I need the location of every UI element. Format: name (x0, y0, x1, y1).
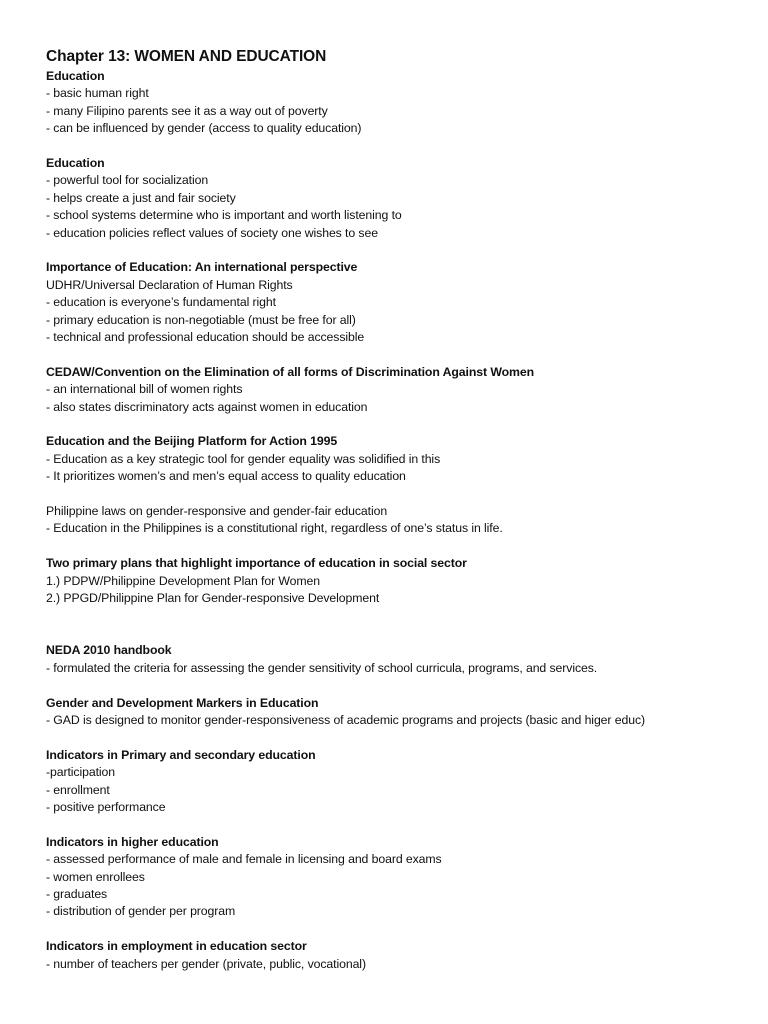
section-spacer (46, 677, 746, 694)
section (46, 503, 746, 538)
bullet-line: - basic human right (46, 86, 149, 101)
section (46, 433, 746, 485)
section-spacer (46, 538, 746, 555)
section (46, 555, 746, 607)
section-spacer (46, 138, 746, 155)
section-heading: Indicators in higher education (46, 834, 219, 849)
bullet-line: 1.) PDPW/Philippine Development Plan for Women (46, 573, 321, 588)
section-heading: Importance of Education: An international perspective (46, 260, 358, 275)
section-spacer (46, 816, 746, 833)
section-heading: NEDA 2010 handbook (46, 643, 172, 658)
bullet-line: - number of teachers per gender (private, public, vocational) (46, 956, 366, 971)
document-page (46, 46, 746, 973)
bullet-line: - also states discriminatory acts against women in education (46, 399, 368, 414)
bullet-line: - enrollment (46, 782, 110, 797)
bullet-line: - education policies reflect values of society one wishes to see (46, 225, 378, 240)
section-spacer (46, 608, 746, 643)
section (46, 364, 746, 416)
chapter-title: Chapter 13: WOMEN AND EDUCATION (46, 48, 327, 65)
bullet-line: - positive performance (46, 799, 166, 814)
section (46, 642, 746, 677)
section (46, 747, 746, 817)
section-spacer (46, 416, 746, 433)
bullet-line: - distribution of gender per program (46, 904, 236, 919)
section (46, 938, 746, 973)
bullet-line: 2.) PPGD/Philippine Plan for Gender-responsive Development (46, 591, 380, 606)
section-heading: Philippine laws on gender-responsive and gender-fair education (46, 504, 388, 519)
bullet-line: - education is everyone’s fundamental right (46, 295, 276, 310)
bullet-line: - women enrollees (46, 869, 145, 884)
bullet-line: -participation (46, 765, 116, 780)
section-spacer (46, 921, 746, 938)
bullet-line: - It prioritizes women’s and men’s equal access to quality education (46, 469, 406, 484)
bullet-line: - formulated the criteria for assessing the gender sensitivity of school curricula, programs, and services. (46, 660, 598, 675)
bullet-line: - graduates (46, 886, 108, 901)
document-body (46, 68, 746, 973)
section-spacer (46, 346, 746, 363)
section-heading: Indicators in employment in education sector (46, 939, 307, 954)
section-spacer (46, 486, 746, 503)
bullet-line: - Education as a key strategic tool for gender equality was solidified in this (46, 451, 441, 466)
section-heading: Education (46, 69, 105, 83)
bullet-line: - many Filipino parents see it as a way out of poverty (46, 103, 328, 118)
section-spacer (46, 729, 746, 746)
bullet-line: - can be influenced by gender (access to quality education) (46, 121, 362, 136)
section-heading: CEDAW/Convention on the Elimination of all forms of Discrimination Against Women (46, 364, 534, 379)
bullet-line: - technical and professional education should be accessible (46, 330, 365, 345)
bullet-line: - primary education is non-negotiable (must be free for all) (46, 312, 356, 327)
bullet-line: - powerful tool for socialization (46, 173, 209, 188)
section (46, 259, 746, 346)
section-spacer (46, 242, 746, 259)
bullet-line: UDHR/Universal Declaration of Human Rights (46, 277, 293, 292)
section-heading: Indicators in Primary and secondary education (46, 747, 316, 762)
bullet-line: - school systems determine who is important and worth listening to (46, 208, 402, 223)
section (46, 695, 746, 730)
bullet-line: - an international bill of women rights (46, 382, 243, 397)
bullet-line: - assessed performance of male and female in licensing and board exams (46, 852, 442, 867)
section (46, 155, 746, 242)
bullet-line: - Education in the Philippines is a constitutional right, regardless of one’s status in life. (46, 521, 503, 536)
section (46, 68, 746, 138)
bullet-line: - helps create a just and fair society (46, 190, 236, 205)
bullet-line: - GAD is designed to monitor gender-responsiveness of academic programs and projects (basic and higer educ) (46, 712, 645, 727)
section-heading: Two primary plans that highlight importance of education in social sector (46, 556, 467, 571)
section-heading: Education and the Beijing Platform for Action 1995 (46, 434, 338, 449)
section (46, 834, 746, 921)
section-heading: Gender and Development Markers in Education (46, 695, 319, 710)
section-heading: Education (46, 156, 105, 171)
